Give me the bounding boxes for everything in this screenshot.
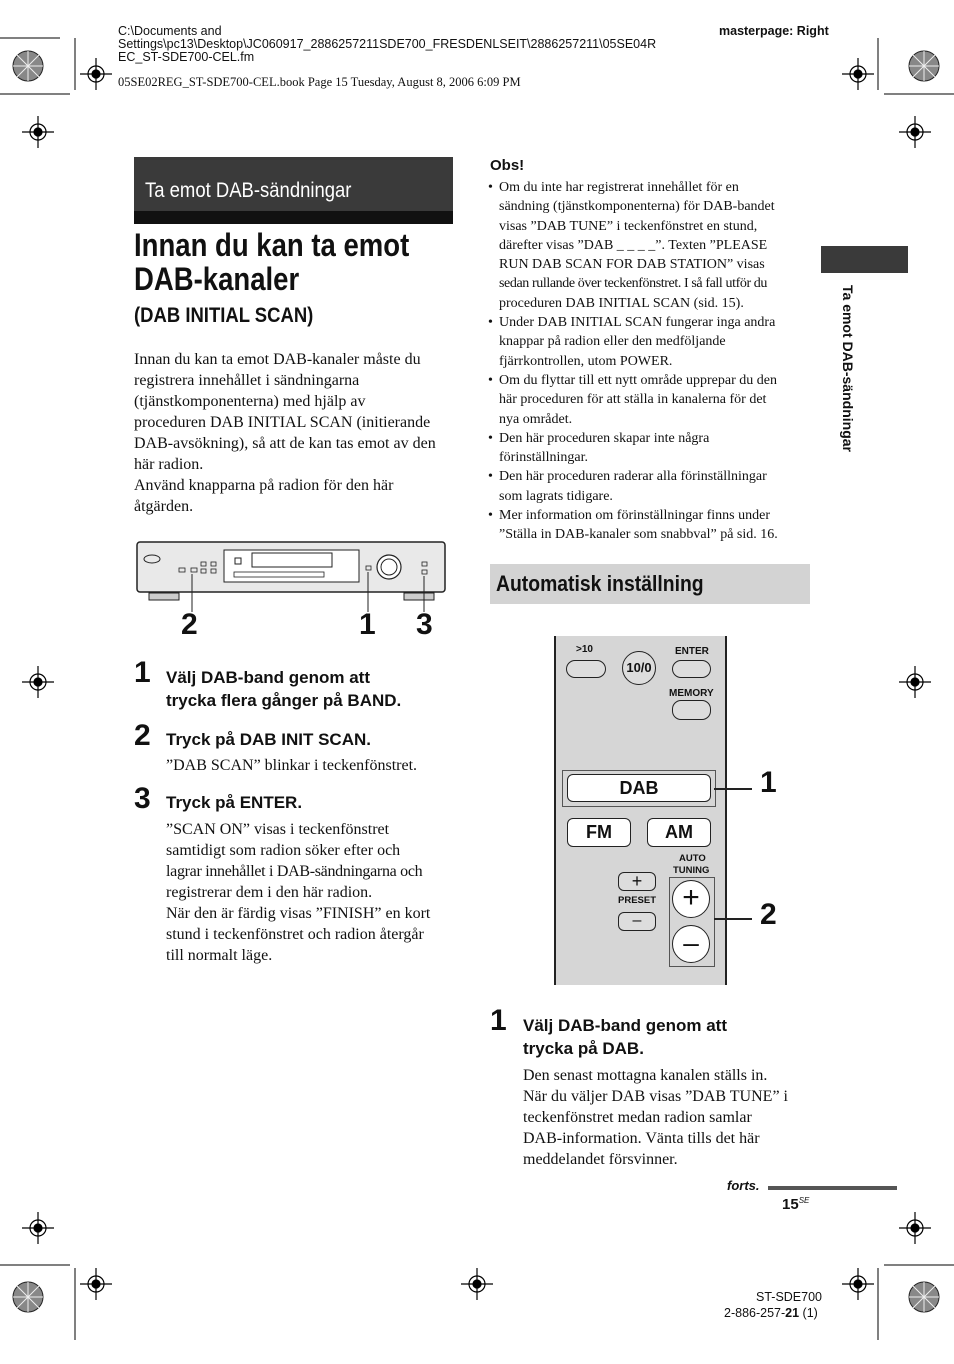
step-title: Välj DAB-band genom att trycka på DAB.: [523, 1016, 728, 1058]
remote-button-enter: [672, 660, 711, 678]
subsection-header: [490, 564, 810, 604]
step-title: Välj DAB-band genom att trycka flera gånger på BAND.: [166, 668, 402, 710]
remote-button-preset-minus: –: [618, 912, 656, 931]
continued-rule: [768, 1186, 897, 1190]
note-item: • Den här proceduren skapar inte några förinställningar.: [490, 429, 810, 468]
callout-number: 1: [760, 766, 777, 799]
callout-number: 1: [359, 608, 376, 641]
callout-number: 2: [181, 608, 198, 641]
remote-button-memory: [672, 700, 711, 720]
remote-button-tuning-plus: +: [672, 880, 710, 918]
page-number: $15^{SE}$: [782, 1196, 810, 1213]
step-body: Den senast mottagna kanalen ställs in. När du väljer DAB visas ”DAB TUNE” i teckenfönstret medan radion samlar DAB-information. Vänta tills det här meddelandet försvinner.: [523, 1067, 788, 1168]
step-title: Tryck på ENTER.: [166, 793, 303, 812]
callout-line: [714, 918, 752, 920]
remote-button-gt10: [566, 660, 606, 678]
remote-button-tuning-minus: –: [672, 925, 710, 963]
note-item: • Om du flyttar till ett nytt område upprepar du den här proceduren för att ställa in kanalerna för det nya området.: [490, 371, 810, 429]
remote-button-10-0: 10/0: [622, 651, 656, 685]
side-tab-label: Ta emot DAB-sändningar: [840, 285, 856, 452]
masterpage-label: masterpage: Right: [719, 24, 829, 38]
file-path: C:\Documents and Settings\pc13\Desktop\JC060917_2886257211SDE700_FRESDENLSEIT\2886257211\05SE04R EC_ST-SDE700-CEL.fm: [118, 24, 657, 64]
remote-button-preset-plus: +: [618, 872, 656, 891]
step-number: 2: [134, 719, 151, 752]
page-subtitle: (DAB INITIAL SCAN): [134, 304, 314, 327]
part-number: 2-886-257-21 (1): [724, 1306, 818, 1320]
section-title: Ta emot DAB-sändningar: [145, 179, 352, 202]
model-number: ST-SDE700: [756, 1290, 823, 1304]
callout-number: 2: [760, 898, 777, 931]
page-title: Innan du kan ta emot DAB-kanaler: [134, 227, 410, 297]
continued-label: forts.: [727, 1178, 760, 1193]
remote-button-dab: DAB: [567, 774, 711, 802]
intro-paragraph: Innan du kan ta emot DAB-kanaler måste du registrera innehållet i sändningarna (tjänstkomponenterna) med hjälp av proceduren DAB INITIAL SCAN (initierande DAB-avsökning), så att de kan tas emot av den här radion. Använd knapparna på radion för den här åtgärden.: [134, 351, 436, 515]
book-info: 05SE02REG_ST-SDE700-CEL.book Page 15 Tuesday, August 8, 2006 6:09 PM: [118, 75, 521, 89]
note-item: • Under DAB INITIAL SCAN fungerar inga andra knappar på radion eller den medföljande fjärrkontrollen, utom POWER.: [490, 313, 810, 371]
callout-line: [714, 788, 752, 790]
note-list: [490, 178, 810, 545]
remote-button-fm: FM: [567, 818, 631, 847]
note-item: • Den här proceduren raderar alla förinställningar som lagrats tidigare.: [490, 467, 810, 506]
step-number: 1: [490, 1004, 507, 1037]
step-number: 3: [134, 782, 151, 815]
step-number: 1: [134, 656, 151, 689]
note-title: Obs!: [490, 157, 525, 174]
side-tab-marker: [821, 246, 908, 273]
section-header: [134, 157, 453, 224]
step-body: ”SCAN ON” visas i teckenfönstret samtidigt som radion söker efter och lagrar innehållet i DAB-sändningarna och registrerar dem i den här radion. När den är färdig visas ”FINISH” en kort stund i teckenfönstret och radion återgår till normalt läge.: [166, 821, 431, 964]
subsection-title: Automatisk inställning: [496, 571, 704, 596]
step-body: ”DAB SCAN” blinkar i teckenfönstret.: [166, 757, 418, 774]
step-title: Tryck på DAB INIT SCAN.: [166, 730, 371, 749]
remote-button-am: AM: [647, 818, 711, 847]
note-item: • Mer information om förinställningar finns under ”Ställa in DAB-kanaler som snabbval” på sid. 16.: [490, 506, 810, 545]
callout-number: 3: [416, 608, 433, 641]
note-item: • Om du inte har registrerat innehållet för en sändning (tjänstkomponenterna) för DAB-bandet visas ”DAB TUNE” i teckenfönstret en stund, därefter visas ”DAB _ _ _ _”. Texten ”PLEASE RUN DAB SCAN FOR DAB STATION” visas sedan rullande över teckenfönstret. I så fall utför du proceduren DAB INITIAL SCAN (sid. 15).: [490, 178, 810, 313]
